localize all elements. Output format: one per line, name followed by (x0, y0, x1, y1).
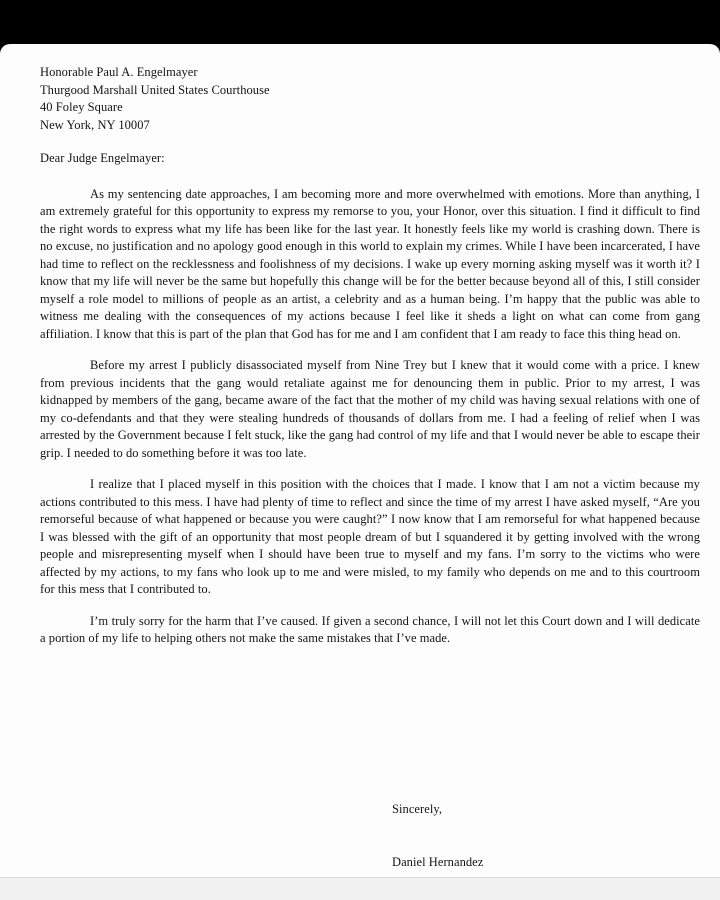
address-line-street: 40 Foley Square (40, 100, 123, 114)
recipient-address (40, 64, 700, 134)
signature-name: Daniel Hernandez (392, 855, 484, 869)
address-line-name: Honorable Paul A. Engelmayer (40, 65, 198, 79)
bottom-bar (0, 877, 720, 900)
address-line-city: New York, NY 10007 (40, 117, 150, 132)
address-line-courthouse: Thurgood Marshall United States Courthouse (40, 82, 270, 97)
body-paragraph: I’m truly sorry for the harm that I’ve caused. If given a second chance, I will not let this Court down and I will dedicate a portion of my life to helping others not make the same mistakes that I’ve made. (40, 613, 700, 645)
letter-page (0, 44, 720, 900)
body-paragraph: As my sentencing date approaches, I am becoming more and more overwhelmed with emotions. More than anything, I am extremely grateful for this opportunity to express my remorse to you, your Honor, over this situation. I find it difficult to find the right words to express what my life has been like for the last year. It honestly feels like my world is crashing down. There is no excuse, no justification and no apology good enough in this world to explain my crimes. While I have been incarcerated, I have had time to reflect on the recklessness and foolishness of my decisions. I wake up every morning asking myself was it worth it? I know that my life will never be the same but hopefully this change will be for the better because beyond all of this, I still consider myself a role model to millions of people as an artist, a celebrity and as a human being. I’m happy that the public was able to witness me dealing with the consequences of my actions because I feel like it sheds a light on what can come from gang affiliation. I know that this is part of the plan that God has for me and I am confident that I am ready to face this thing head on. (40, 186, 700, 341)
salutation: Dear Judge Engelmayer: (40, 151, 165, 165)
letter-body (40, 64, 700, 869)
body-paragraph: I realize that I placed myself in this position with the choices that I made. I know that I am not a victim because my actions contributed to this mess. I have had plenty of time to reflect and since the time of my arrest I have asked myself, “Are you remorseful because of what happened or because you were caught?” I now know that I am remorseful for what happened because I was blessed with the gift of an opportunity that most people dream of but I squandered it by getting involved with the wrong people and misrepresenting myself when I should have been true to myself and my fans. I’m sorry to the victims who were affected by my actions, to my fans who look up to me and were misled, to my family who depends on me and to this courtroom for this mess that I contributed to. (40, 477, 700, 596)
body-paragraph: Before my arrest I publicly disassociated myself from Nine Trey but I knew that it would come with a price. I knew from previous incidents that the gang would retaliate against me for denouncing them in public. Prior to my arrest, I was kidnapped by members of the gang, became aware of the fact that the mother of my child was having sexual relations with one of my co-defendants and that they were stealing hundreds of thousands of dollars from me. I had a feeling of relief when I was arrested by the Government because I felt stuck, like the gang had control of my life and that I would never be able to escape their grip. I needed to do something before it was too late. (40, 358, 700, 460)
closing: Sincerely, (392, 802, 443, 816)
